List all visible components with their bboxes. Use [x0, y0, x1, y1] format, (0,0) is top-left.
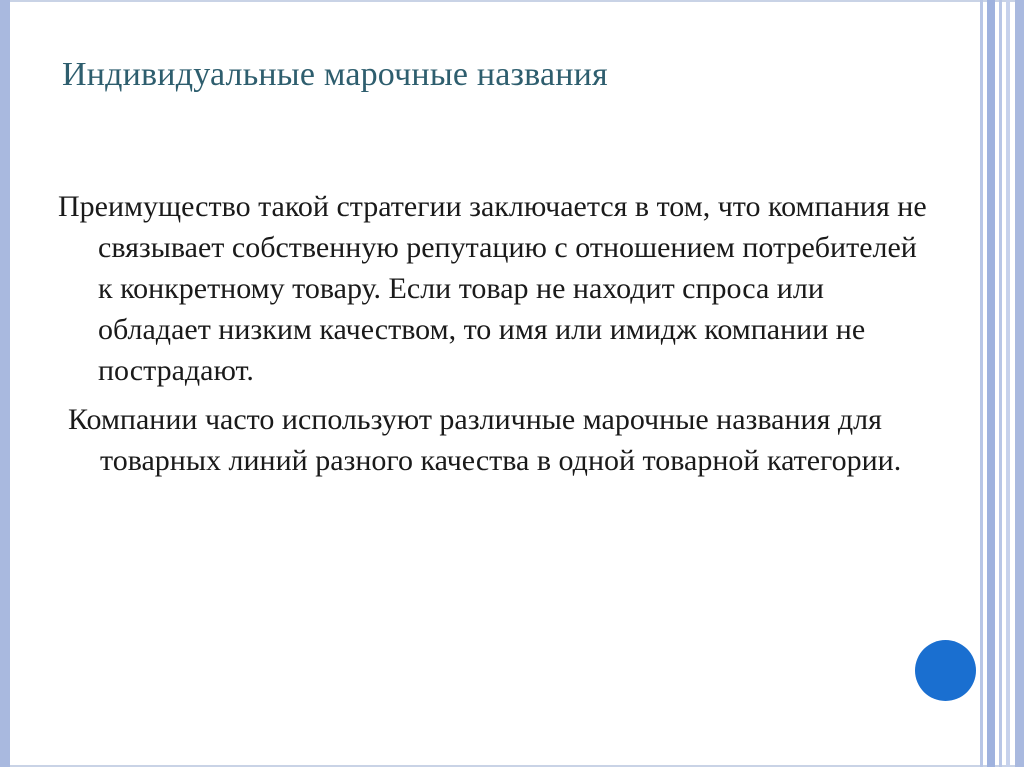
body-paragraph: Компании часто используют различные марочные названия для товарных линий разного качества в одной товарной категории. [68, 403, 902, 477]
body-paragraph: Преимущество такой стратегии заключается в том, что компания не связывает собственную репутацию с отношением потребителей к конкретному товару. Если товар не находит спроса или обладает низким качеством, то имя или имидж компании не пострадают. [58, 190, 927, 387]
right-decorative-stripe [999, 0, 1002, 767]
slide-body [58, 186, 938, 481]
decorative-circle [915, 640, 976, 701]
slide-title: Индивидуальные марочные названия [62, 56, 608, 93]
right-decorative-stripe [1015, 0, 1024, 767]
right-decorative-stripe [1006, 0, 1010, 767]
left-decorative-bar [0, 0, 10, 767]
frame-top-line [0, 0, 1024, 2]
right-decorative-stripe [980, 0, 983, 767]
right-decorative-stripe [987, 0, 995, 767]
